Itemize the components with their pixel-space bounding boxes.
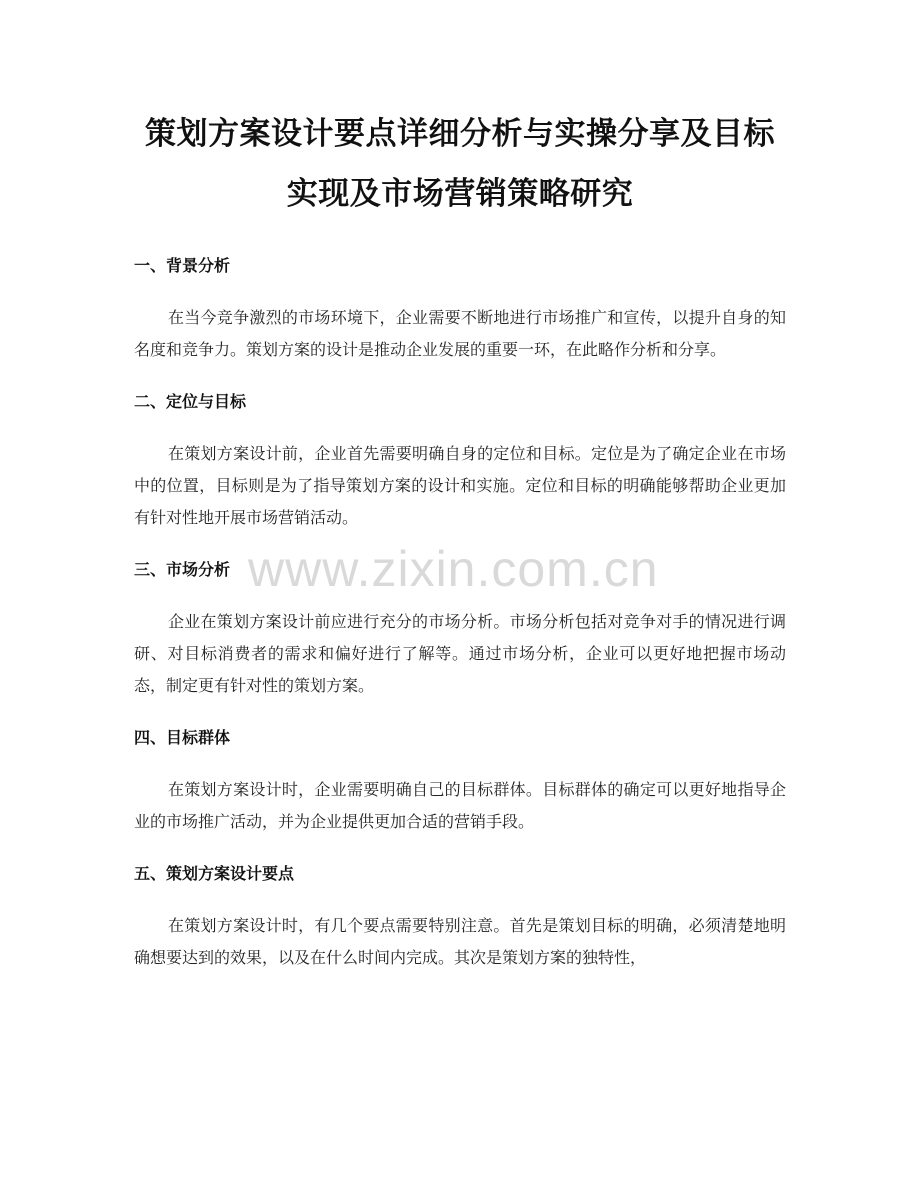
section-paragraph-market-analysis: 企业在策划方案设计前应进行充分的市场分析。市场分析包括对竞争对手的情况进行调研、对目标消费者的需求和偏好进行了解等。通过市场分析，企业可以更好地把握市场动态，制定更有针对性的策划方案。 xyxy=(134,612,786,695)
section-heading-target-group: 四、目标群体 xyxy=(134,728,231,747)
section-paragraph-positioning: 在策划方案设计前，企业首先需要明确自身的定位和目标。定位是为了确定企业在市场中的位置，目标则是为了指导策划方案的设计和实施。定位和目标的明确能够帮助企业更加有针对性地开展市场营销活动。 xyxy=(134,444,786,527)
watermark-text: www.zixin.com.cn xyxy=(248,541,659,597)
section-paragraph-design-points: 在策划方案设计时，有几个要点需要特别注意。首先是策划目标的明确，必须清楚地明确想要达到的效果，以及在什么时间内完成。其次是策划方案的独特性， xyxy=(134,916,786,967)
section-heading-positioning: 二、定位与目标 xyxy=(134,392,247,411)
section-heading-background: 一、背景分析 xyxy=(134,256,231,275)
section-heading-design-points: 五、策划方案设计要点 xyxy=(134,864,295,883)
section-heading-market-analysis: 三、市场分析 xyxy=(134,560,231,579)
document-title: 策划方案设计要点详细分析与实操分享及目标实现及市场营销策略研究 xyxy=(145,116,775,212)
section-paragraph-target-group: 在策划方案设计时，企业需要明确自己的目标群体。目标群体的确定可以更好地指导企业的市场推广活动，并为企业提供更加合适的营销手段。 xyxy=(134,780,786,831)
section-paragraph-background: 在当今竞争激烈的市场环境下，企业需要不断地进行市场推广和宣传，以提升自身的知名度和竞争力。策划方案的设计是推动企业发展的重要一环，在此略作分析和分享。 xyxy=(134,308,786,359)
document-body xyxy=(134,250,786,974)
